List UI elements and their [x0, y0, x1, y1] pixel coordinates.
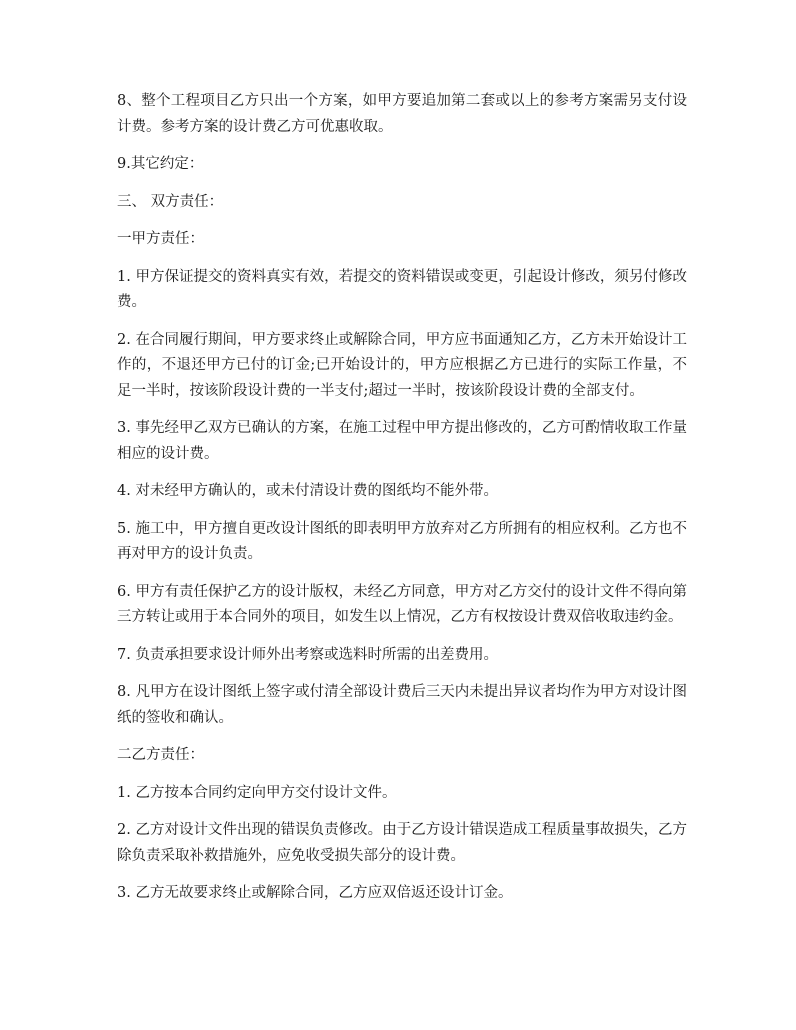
party-a-item-3: 3. 事先经甲乙双方已确认的方案，在施工过程中甲方提出修改的，乙方可酌情收取工作量相应的设计费。	[117, 420, 687, 462]
party-a-item-8: 8. 凡甲方在设计图纸上签字或付清全部设计费后三天内未提出异议者均作为甲方对设计图纸的签收和确认。	[117, 684, 687, 726]
subheading-party-b-responsibilities: 二乙方责任：	[117, 747, 204, 763]
party-b-item-2: 2. 乙方对设计文件出现的错误负责修改。由于乙方设计错误造成工程质量事故损失，乙方除负责采取补救措施外，应免收受损失部分的设计费。	[117, 822, 687, 864]
party-a-item-6: 6. 甲方有责任保护乙方的设计版权，未经乙方同意，甲方对乙方交付的设计文件不得向第三方转让或用于本合同外的项目，如发生以上情况，乙方有权按设计费双倍收取违约金。	[117, 583, 687, 625]
party-a-item-5: 5. 施工中，甲方擅自更改设计图纸的即表明甲方放弃对乙方所拥有的相应权利。乙方也不再对甲方的设计负责。	[117, 520, 687, 562]
party-a-item-2: 2. 在合同履行期间，甲方要求终止或解除合同，甲方应书面通知乙方，乙方未开始设计工作的，不退还甲方已付的订金;已开始设计的，甲方应根据乙方已进行的实际工作量，不足一半时，按该阶段设计费的一半支付;超过一半时，按该阶段设计费的全部支付。	[117, 331, 687, 399]
party-a-item-1: 1. 甲方保证提交的资料真实有效，若提交的资料错误或变更，引起设计修改，须另付修改费。	[117, 268, 687, 310]
document-body	[117, 89, 687, 919]
party-b-item-3: 3. 乙方无故要求终止或解除合同，乙方应双倍返还设计订金。	[117, 885, 513, 901]
party-a-item-4: 4. 对未经甲方确认的，或未付清设计费的图纸均不能外带。	[117, 483, 498, 499]
subheading-party-a-responsibilities: 一甲方责任：	[117, 231, 204, 247]
party-b-item-1: 1. 乙方按本合同约定向甲方交付设计文件。	[117, 784, 397, 801]
clause-other-agreements: 9.其它约定：	[117, 156, 204, 172]
section-heading-mutual-responsibilities: 三、 双方责任：	[117, 193, 224, 210]
clause-extra-design-scheme: 8、整个工程项目乙方只出一个方案，如甲方要追加第二套或以上的参考方案需另支付设计费。参考方案的设计费乙方可优惠收取。	[117, 93, 687, 135]
party-a-item-7: 7. 负责承担要求设计师外出考察或选料时所需的出差费用。	[117, 646, 498, 663]
